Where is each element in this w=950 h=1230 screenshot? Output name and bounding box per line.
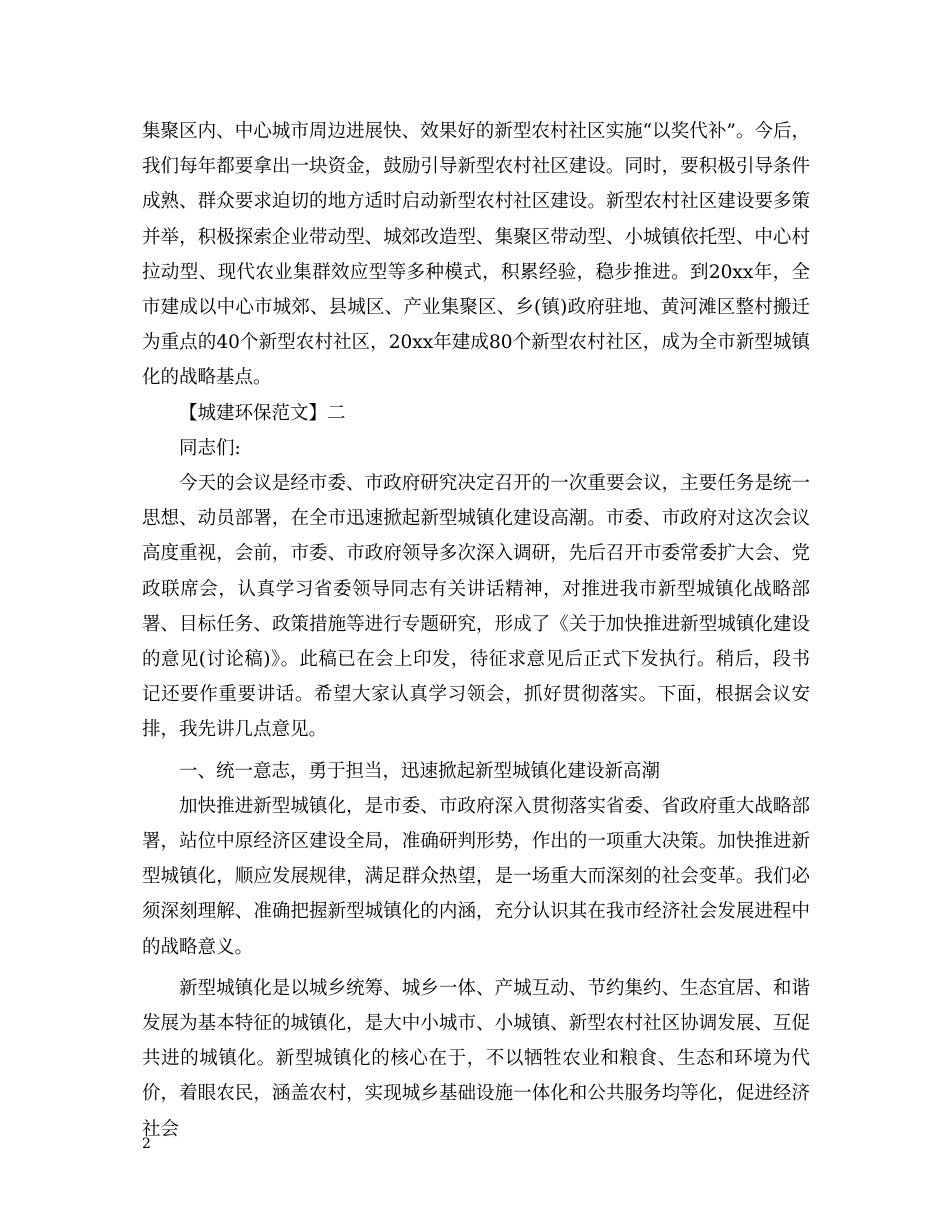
paragraph-urbanization-definition: 新型城镇化是以城乡统筹、城乡一体、产城互动、节约集约、生态宜居、和谐发展为基本特征的城镇化，是大中小城市、小城镇、新型农村社区协调发展、互促共进的城镇化。新型城镇化的核心在于，不以牺牲农业和粮食、生态和环境为代价，着眼农民，涵盖农村，实现城乡基础设施一体化和公共服务均等化，促进经济社会 (142, 977, 810, 1140)
paragraph-urbanization-decision: 加快推进新型城镇化，是市委、市政府深入贯彻落实省委、省政府重大战略部署，站位中原经济区建设全局，准确研判形势，作出的一项重大决策。加快推进新型城镇化，顺应发展规律，满足群众热望，是一场重大而深刻的社会变革。我们必须深刻理解、准确把握新型城镇化的内涵，充分认识其在我市经济社会发展进程中的战略意义。 (142, 795, 810, 958)
paragraph-meeting-intro: 今天的会议是经市委、市政府研究决定召开的一次重要会议，主要任务是统一思想、动员部署，在全市迅速掀起新型城镇化建设高潮。市委、市政府对这次会议高度重视，会前，市委、市政府领导多次深入调研，先后召开市委常委扩大会、党政联席会，认真学习省委领导同志有关讲话精神，对推进我市新型城镇化战略部署、目标任务、政策措施等进行专题研究，形成了《关于加快推进新型城镇化建设的意见(讨论稿)》。此稿已在会上印发，待征求意见后正式下发执行。稍后，段书记还要作重要讲话。希望大家认真学习领会，抓好贯彻落实。下面，根据会议安排，我先讲几点意见。 (142, 473, 810, 741)
paragraph-continued: 集聚区内、中心城市周边进展快、效果好的新型农村社区实施“以奖代补”。今后，我们每年都要拿出一块资金，鼓励引导新型农村社区建设。同时，要积极引导条件成熟、群众要求迫切的地方适时启动新型农村社区建设。新型农村社区建设要多策并举，积极探索企业带动型、城郊改造型、集聚区带动型、小城镇依托型、中心村拉动型、现代农业集群效应型等多种模式，积累经验，稳步推进。到20xx年，全市建成以中心市城郊、县城区、产业集聚区、乡(镇)政府驻地、黄河滩区整村搬迁为重点的40个新型农村社区，20xx年建成80个新型农村社区，成为全市新型城镇化的战略基点。 (142, 121, 810, 389)
document-body (142, 114, 810, 1147)
section-heading-one: 一、统一意志，勇于担当，迅速掀起新型城镇化建设新高潮 (179, 760, 661, 782)
page-number: 2 (142, 1136, 151, 1152)
section-heading-fanwen-two: 【城建环保范文】二 (179, 402, 346, 424)
salutation: 同志们: (179, 437, 241, 459)
